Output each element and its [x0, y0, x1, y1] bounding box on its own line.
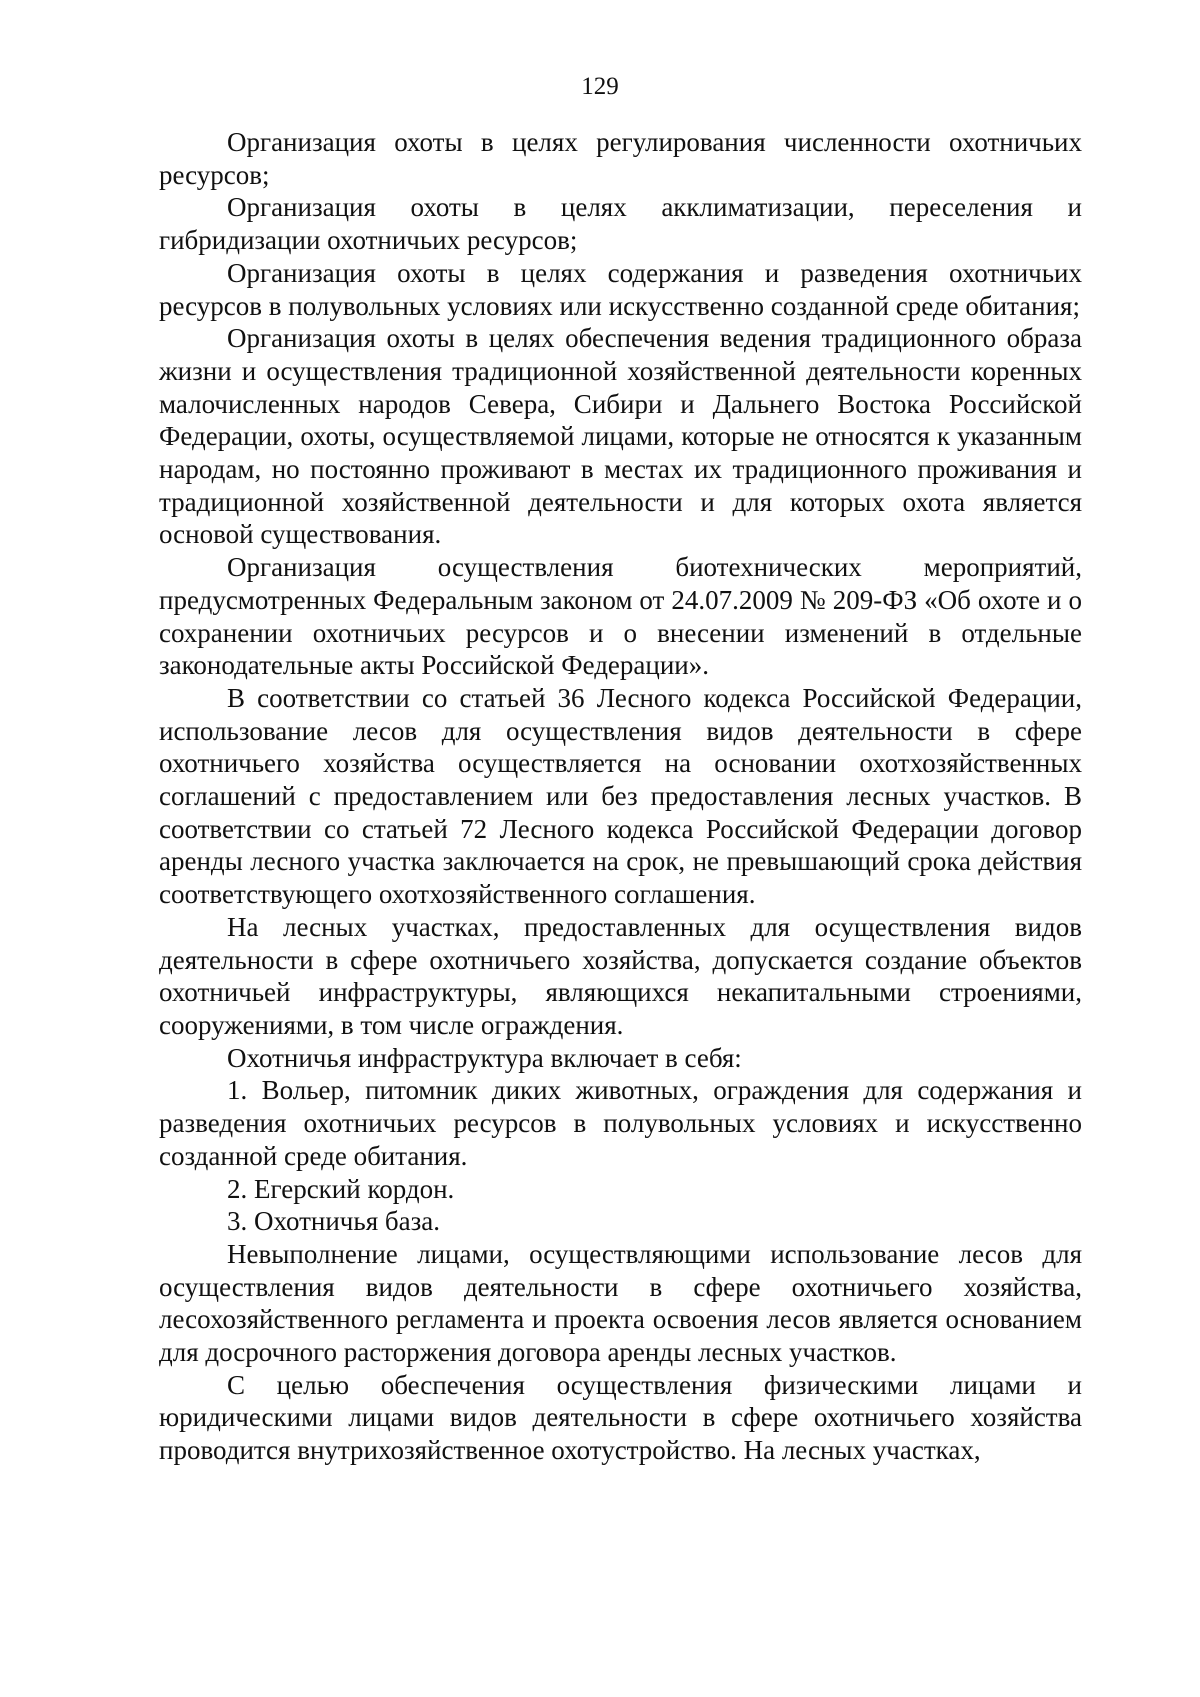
paragraph-forest-code-article-36: В соответствии со статьей 36 Лесного кодекса Российской Федерации, использование лесов для осуществления видов деятельности в сфере охотничьего хозяйства осуществляется на основании охотхозяйственных соглашений с предоставлением или без предоставления лесных участков. В соответствии со статьей 72 Лесного кодекса Российской Федерации договор аренды лесного участка заключается на срок, не превышающий срока действия соответствующего охотхозяйственного соглашения. — [159, 682, 1082, 910]
paragraph-lease-termination: Невыполнение лицами, осуществляющими использование лесов для осуществления видов деятельности в сфере охотничьего хозяйства, лесохозяйственного регламента и проекта освоения лесов является основанием для досрочного расторжения договора аренды лесных участков. — [159, 1238, 1082, 1368]
paragraph-internal-hunting-arrangement: С целью обеспечения осуществления физическими лицами и юридическими лицами видов деятельности в сфере охотничьего хозяйства проводится внутрихозяйственное охотустройство. На лесных участках, — [159, 1369, 1082, 1466]
page-number: 129 — [581, 73, 619, 100]
paragraph-hunting-infrastructure-objects: На лесных участках, предоставленных для осуществления видов деятельности в сфере охотничьего хозяйства, допускается создание объектов охотничьей инфраструктуры, являющихся некапитальными строениями, сооружениями, в том числе ограждения. — [159, 911, 1082, 1040]
list-item-hunting-base: 3. Охотничья база. — [227, 1206, 440, 1237]
paragraph-biotechnical-measures: Организация осуществления биотехнических мероприятий, предусмотренных Федеральным законом от 24.07.2009 № 209-ФЗ «Об охоте и о сохранении охотничьих ресурсов и о внесении изменений в отдельные законодательные акты Российской Федерации». — [159, 552, 1082, 681]
paragraph-hunting-semi-free-keeping: Организация охоты в целях содержания и разведения охотничьих ресурсов в полувольных условиях или искусственно созданной среде обитания; — [159, 257, 1082, 321]
paragraph-infrastructure-includes: Охотничья инфраструктура включает в себя: — [227, 1042, 742, 1073]
list-item-ranger-cordon: 2. Егерский кордон. — [227, 1173, 455, 1204]
paragraph-hunting-acclimatization: Организация охоты в целях акклиматизации, переселения и гибридизации охотничьих ресурсов; — [159, 192, 1082, 256]
document-body — [159, 126, 1082, 1467]
paragraph-hunting-traditional-lifestyle: Организация охоты в целях обеспечения ведения традиционного образа жизни и осуществления традиционной хозяйственной деятельности коренных малочисленных народов Севера, Сибири и Дальнего Востока Российской Федерации, охоты, осуществляемой лицами, которые не относятся к указанным народам, но постоянно проживают в местах их традиционного проживания и традиционной хозяйственной деятельности и для которых охота является основой существования. — [159, 323, 1082, 550]
list-item-enclosure: 1. Вольер, питомник диких животных, ограждения для содержания и разведения охотничьих ресурсов в полувольных условиях и искусственно созданной среде обитания. — [159, 1075, 1082, 1171]
paragraph-hunting-population-regulation: Организация охоты в целях регулирования численности охотничьих ресурсов; — [159, 127, 1082, 190]
